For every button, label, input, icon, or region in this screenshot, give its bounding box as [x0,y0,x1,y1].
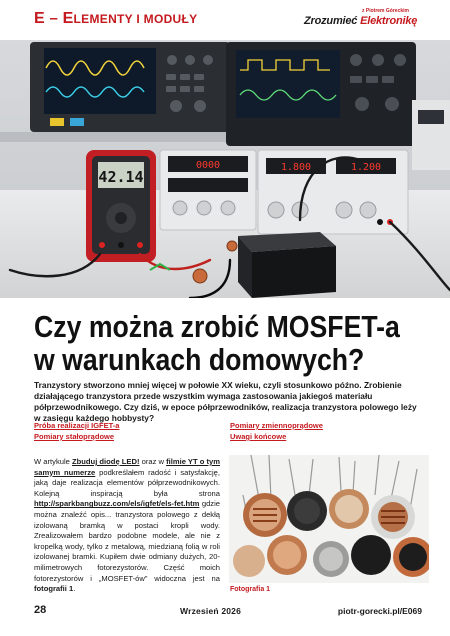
issue-date: Wrzesień 2026 [180,606,242,616]
section-title [34,10,197,28]
link-yt-video[interactable]: filmie YT o tym samym numerze [34,457,220,477]
brand-name-part-2: Elektronikę [360,15,418,27]
brand-name [304,15,417,27]
page-header [0,0,450,40]
hero-photo [0,40,450,298]
toc-link-igfet[interactable]: Próba realizacji IGFET-a [34,421,120,430]
toc-left [34,420,119,442]
article-body [34,457,220,595]
toc-link-ac[interactable]: Pomiary zmiennoprądowe [230,421,323,430]
photoresistors-photo [229,455,429,583]
footer-url[interactable]: piotr-gorecki.pl/E069 [337,606,422,616]
multimeter [86,150,156,262]
figure-caption: Fotografia 1 [230,586,271,593]
body-text-1: W artykule [34,457,72,466]
link-led-article[interactable]: Zbuduj diodę LED! [72,457,140,466]
oscilloscope-right [226,42,416,146]
body-text-5: . [73,584,76,594]
link-sparkbangbuzz[interactable]: http://sparkbangbuzz.com/els/igfet/els-fet.htm [34,499,200,509]
multimeter-reading: 42.14 [98,168,144,186]
article-lead: Tranzystory stworzono mniej więcej w połowie XX wieku, czyli stosunkowo późno. Zrobienie działającego tranzystora przede wszystkim wymaga zastosowania jakiegoś materiału półprzewodnikowego. Czy dziś, w epoce półprzewodników, realizacja tranzystora polowego leży w zasięgu każdego hobbysty? [34,380,417,423]
page-number: 28 [34,604,47,616]
body-text-3: podkreślałem radość i satysfakcję, jaką daje realizacja elementów półprzewodnikowych. Kolejną inspiracją była strona [34,467,220,498]
toc-link-notes[interactable]: Uwagi końcowe [230,432,287,441]
psu-display-3: 1.200 [350,162,382,173]
title-line-2: w warunkach domowych? [34,342,365,377]
brand-logo [304,6,432,34]
section-cap: E [62,10,74,27]
toc-link-dc[interactable]: Pomiary stałoprądowe [34,432,115,441]
section-letter: E [34,10,45,27]
page-footer [0,600,450,636]
body-text-2: oraz w [139,457,167,466]
power-supply-left [160,150,256,230]
article-title [34,309,400,377]
section-dash: – [44,10,63,27]
psu-display-1: 0000 [195,160,221,171]
black-enclosure [238,232,336,298]
body-figure-ref: fotografii 1 [34,584,74,594]
body-text-4: gdzie można znaleźć opis... tranzystora polowego z dekłą izolowaną bramką w postaci kropli wody. Zrealizowałem bardzo podobne modele, ale nie z kropelką wody, tylko z metalową, miedzianą folią w roli izolowanej bramki. Kupiłem dwie odmiany dużych, 20-milimetrowych fotorezystorów. Część moich fotorezystorów i „MOSFET-ów” widoczna jest na [34,499,220,583]
oscilloscope-left [30,42,230,132]
brand-subtitle: z Piotrem Góreckim [362,8,409,14]
psu-display-2: 1.800 [280,162,312,173]
toc-right [230,420,323,442]
power-supply-right [258,150,408,234]
title-line-1: Czy można zrobić MOSFET-a [34,309,400,344]
brand-name-part-1: Zrozumieć [304,15,361,27]
section-rest: LEMENTY I MODUŁY [73,12,198,26]
